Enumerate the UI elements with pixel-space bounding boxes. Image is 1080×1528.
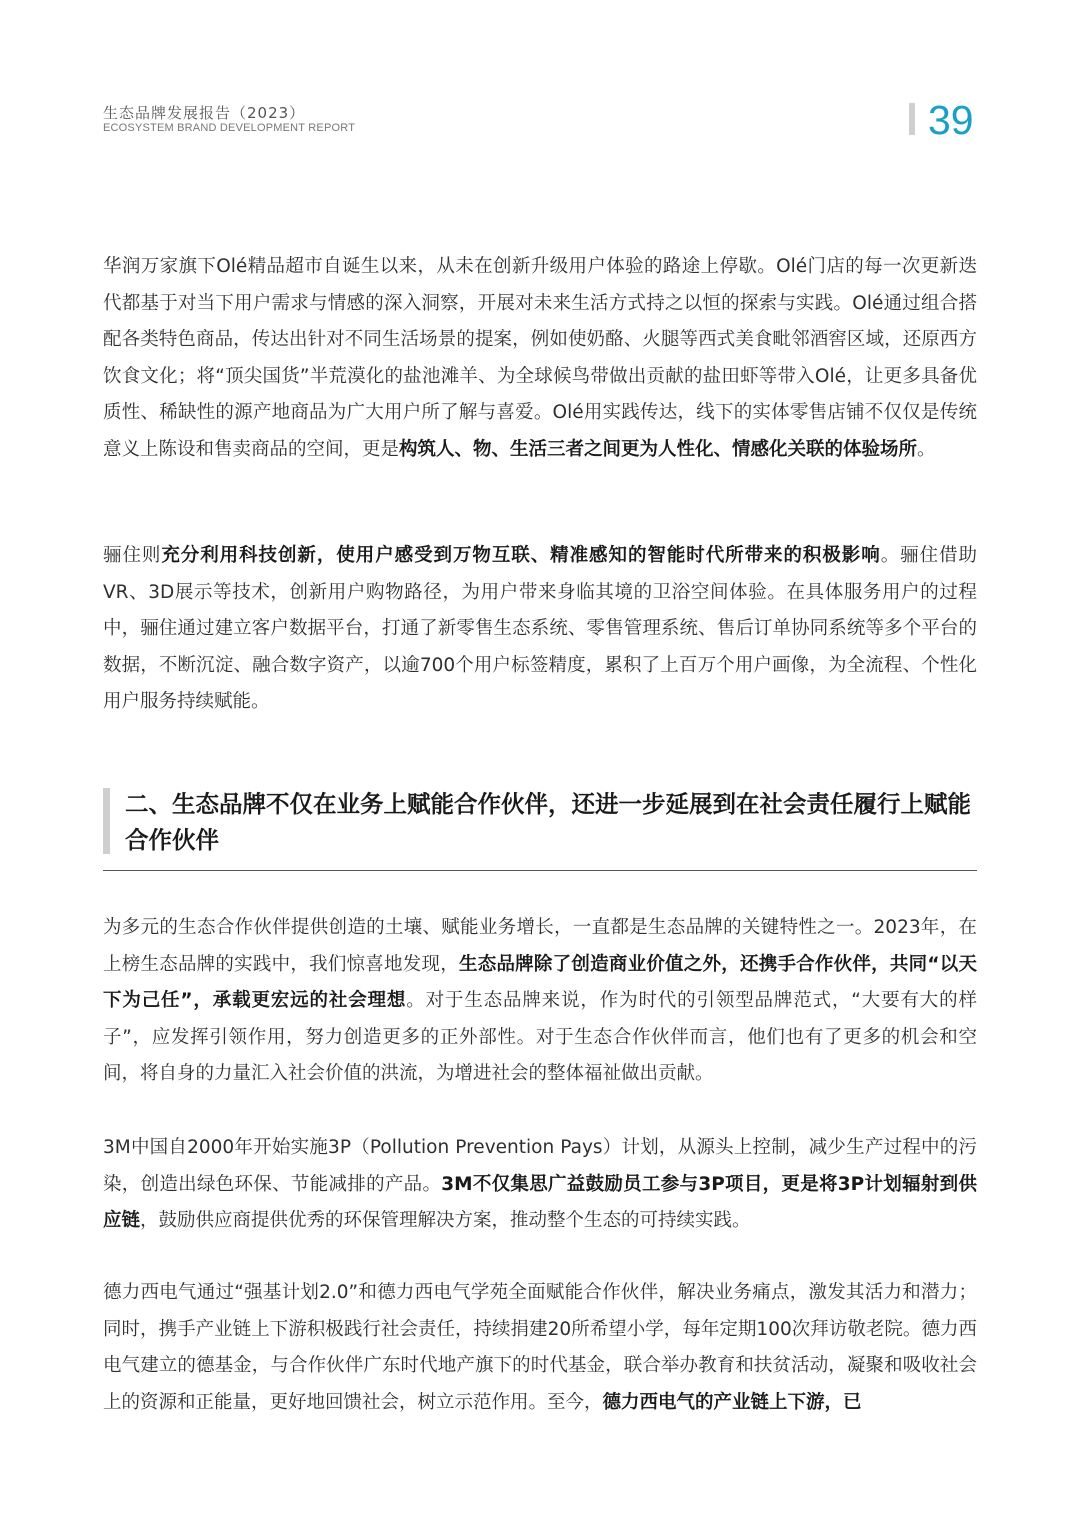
report-title-cn: 生态品牌发展报告（2023） [103, 104, 306, 122]
section-heading-bar [103, 788, 110, 854]
paragraph-text: 华润万家旗下Olé精品超市自诞生以来，从未在创新升级用户体验的路途上停歇。Olé门店的每一次更新迭代都基于对当下用户需求与情感的深入洞察，开展对未来生活方式持之以恒的探索与实践。Olé通过组合搭配各类特色商品，传达出针对不同生活场景的提案，例如使奶酪、火腿等西式美食毗邻酒窖区域，还原西方饮食文化；将“顶尖国货”半荒漠化的盐池滩羊、为全球候鸟带做出贡献的盐田虾等带入Olé，让更多具备优质性、稀缺性的源产地商品为广大用户所了解与喜爱。Olé用实践传达，线下的实体零售店铺不仅仅是传统意义上陈设和售卖商品的空间，更是 [103, 256, 977, 460]
paragraph-delixi [103, 1275, 977, 1421]
paragraph-lixil [103, 538, 977, 721]
paragraph-emphasis: 生态品牌除了创造商业价值之外，还携手合作伙伴，共同“以天下为己任”，承载更宏远的社会理想 [103, 953, 977, 1011]
section-divider [103, 870, 977, 871]
paragraph-emphasis: 3M不仅集思广益鼓励员工参与3P项目，更是将3P计划辐射到供应链 [103, 1173, 977, 1231]
paragraph-ole [103, 249, 977, 468]
paragraph-ecosystem [103, 910, 977, 1093]
paragraph-text: ，鼓励供应商提供优秀的环保管理解决方案，推动整个生态的可持续实践。 [140, 1210, 751, 1231]
paragraph-text: 骊住则 [103, 545, 162, 566]
paragraph-text: 为多元的生态合作伙伴提供创造的土壤、赋能业务增长，一直都是生态品牌的关键特性之一。2023年，在上榜生态品牌的实践中，我们惊喜地发现， [103, 917, 977, 975]
page-number: 39 [928, 97, 974, 143]
paragraph-text: 。 [917, 438, 936, 460]
section-heading [103, 786, 977, 870]
paragraph-text: 3M中国自2000年开始实施3P（Pollution Prevention Pays）计划，从源头上控制，减少生产过程中的污染，创造出绿色环保、节能减排的产品。 [103, 1137, 977, 1195]
page-number-bar [909, 103, 915, 135]
paragraph-3m [103, 1130, 977, 1240]
paragraph-text: 德力西电气通过“强基计划2.0”和德力西电气学苑全面赋能合作伙伴，解决业务痛点，激发其活力和潜力；同时，携手产业链上下游积极践行社会责任，持续捐建20所希望小学，每年定期100次拜访敬老院。德力西电气建立的德基金，与合作伙伴广东时代地产旗下的时代基金，联合举办教育和扶贫活动，凝聚和吸收社会上的资源和正能量，更好地回馈社会，树立示范作用。至今， [103, 1282, 977, 1413]
paragraph-emphasis: 德力西电气的产业链上下游，已 [602, 1391, 862, 1413]
paragraph-emphasis: 构筑人、物、生活三者之间更为人性化、情感化关联的体验场所 [399, 438, 918, 460]
report-title-en: ECOSYSTEM BRAND DEVELOPMENT REPORT [103, 122, 356, 134]
paragraph-text: 。对于生态品牌来说，作为时代的引领型品牌范式，“大要有大的样子”，应发挥引领作用，努力创造更多的正外部性。对于生态合作伙伴而言，他们也有了更多的机会和空间，将自身的力量汇入社会价值的洪流，为增进社会的整体福祉做出贡献。 [103, 990, 977, 1084]
paragraph-text: 。骊住借助VR、3D展示等技术，创新用户购物路径，为用户带来身临其境的卫浴空间体验。在具体服务用户的过程中，骊住通过建立客户数据平台，打通了新零售生态系统、零售管理系统、售后订单协同系统等多个平台的数据，不断沉淀、融合数字资产，以逾700个用户标签精度，累积了上百万个用户画像，为全流程、个性化用户服务持续赋能。 [103, 545, 977, 712]
section-title: 二、生态品牌不仅在业务上赋能合作伙伴，还进一步延展到在社会责任履行上赋能合作伙伴 [125, 790, 971, 854]
paragraph-emphasis: 充分利用科技创新，使用户感受到万物互联、精准感知的智能时代所带来的积极影响 [161, 545, 881, 566]
